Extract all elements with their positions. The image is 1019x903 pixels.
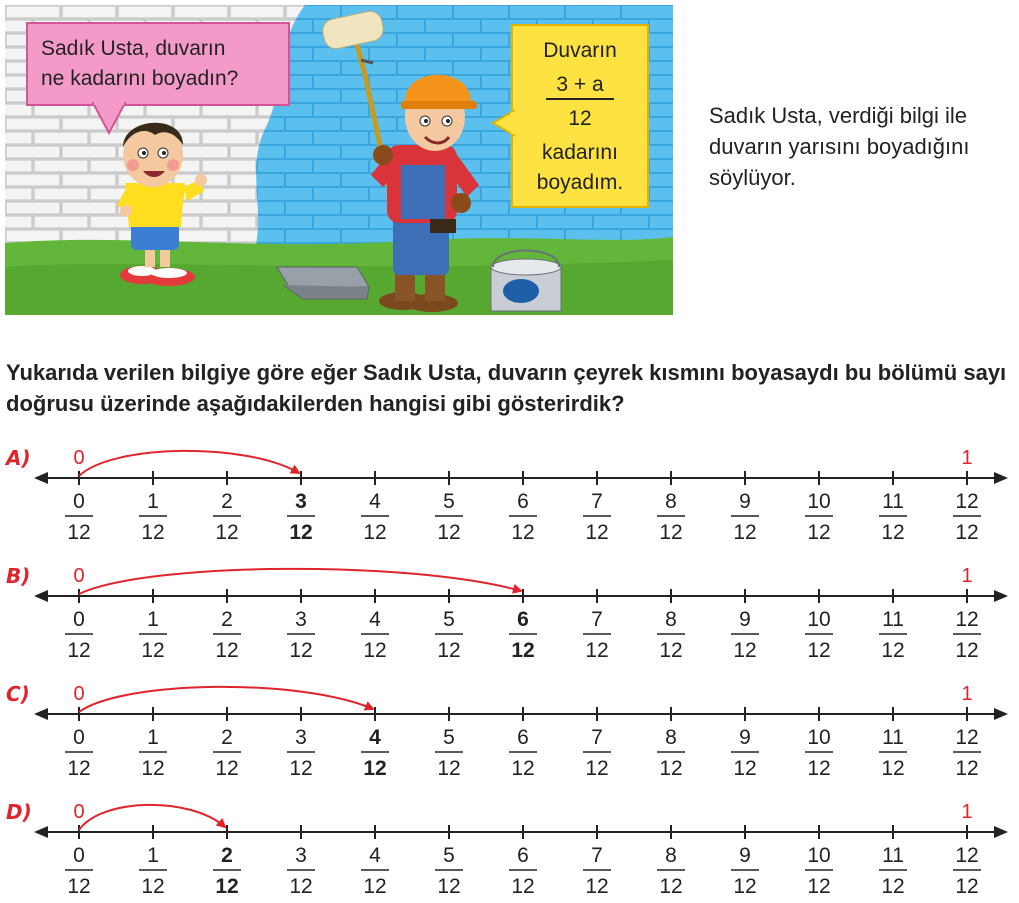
fraction-numerator: 10 [807,844,831,867]
fraction-numerator: 5 [443,726,455,749]
fraction-numerator: 7 [591,608,603,631]
fraction-numerator: 12 [955,608,979,631]
fraction-numerator: 5 [443,608,455,631]
fraction-numerator: 11 [882,490,904,513]
fraction-numerator: 5 [443,490,455,513]
start-label: 0 [73,447,85,469]
painter-fraction-numerator: 3 + a [556,73,604,96]
fraction-numerator: 11 [882,844,904,867]
start-label: 0 [73,801,85,823]
fraction-numerator: 9 [739,844,751,867]
fraction-numerator: 9 [739,726,751,749]
fraction-numerator: 1 [147,844,159,867]
fraction-numerator: 7 [591,490,603,513]
fraction-denominator: 12 [585,639,609,662]
fraction-denominator: 12 [511,521,535,544]
fraction-denominator: 12 [659,757,683,780]
fraction-denominator: 12 [437,757,461,780]
option-letter: D) [6,800,32,824]
right-arrowhead [994,590,1008,602]
fraction-denominator: 12 [585,875,609,898]
fraction-denominator: 12 [437,521,461,544]
fraction-denominator: 12 [67,521,91,544]
fraction-numerator: 8 [665,844,677,867]
fraction-denominator: 12 [511,875,535,898]
left-arrowhead [34,590,48,602]
painter-bubble-line-4: boyadım. [536,171,624,194]
option-d [6,800,1008,898]
fraction-denominator: 12 [659,521,683,544]
fraction-numerator: 3 [295,844,307,867]
fraction-denominator: 12 [881,875,905,898]
fraction-denominator: 12 [511,639,535,662]
fraction-denominator: 12 [215,875,239,898]
fraction-numerator: 0 [73,844,85,867]
fraction-denominator: 12 [363,875,387,898]
left-arrowhead [34,472,48,484]
fraction-denominator: 12 [807,521,831,544]
fraction-numerator: 8 [665,608,677,631]
right-arrowhead [994,472,1008,484]
fraction-denominator: 12 [67,757,91,780]
option-letter: C) [6,682,30,706]
fraction-denominator: 12 [363,639,387,662]
fraction-numerator: 0 [73,608,85,631]
fraction-denominator: 12 [437,875,461,898]
fraction-denominator: 12 [955,757,979,780]
boy-bubble-line-1: Sadık Usta, duvarın [41,37,226,60]
fraction-numerator: 1 [147,490,159,513]
answer-options [0,440,1019,903]
end-label: 1 [961,683,973,705]
fraction-denominator: 12 [881,757,905,780]
fraction-denominator: 12 [881,521,905,544]
fraction-numerator: 10 [807,726,831,749]
fraction-numerator: 4 [369,726,381,749]
fraction-numerator: 2 [221,490,233,513]
fraction-numerator: 0 [73,490,85,513]
fraction-denominator: 12 [807,875,831,898]
fraction-numerator: 2 [221,726,233,749]
fraction-numerator: 2 [221,844,233,867]
fraction-numerator: 12 [955,726,979,749]
fraction-numerator: 9 [739,608,751,631]
fraction-denominator: 12 [733,639,757,662]
boy-bubble-line-2: ne kadarını boyadın? [41,67,239,90]
fraction-numerator: 12 [955,490,979,513]
right-arrowhead [994,826,1008,838]
fraction-denominator: 12 [289,521,313,544]
fraction-denominator: 12 [585,757,609,780]
fraction-numerator: 6 [517,490,529,513]
fraction-numerator: 6 [517,844,529,867]
fraction-numerator: 9 [739,490,751,513]
fraction-denominator: 12 [67,639,91,662]
fraction-denominator: 12 [807,757,831,780]
fraction-denominator: 12 [733,521,757,544]
fraction-denominator: 12 [215,521,239,544]
fraction-numerator: 4 [369,844,381,867]
fraction-numerator: 8 [665,490,677,513]
fraction-numerator: 1 [147,608,159,631]
red-jump-arrow [79,451,299,476]
fraction-numerator: 3 [295,490,307,513]
fraction-numerator: 5 [443,844,455,867]
fraction-numerator: 0 [73,726,85,749]
fraction-denominator: 12 [955,639,979,662]
option-c [6,682,1008,780]
fraction-denominator: 12 [585,521,609,544]
fraction-denominator: 12 [289,639,313,662]
fraction-numerator: 3 [295,608,307,631]
left-arrowhead [34,708,48,720]
start-label: 0 [73,683,85,705]
option-letter: B) [6,564,31,588]
fraction-numerator: 10 [807,608,831,631]
fraction-numerator: 2 [221,608,233,631]
fraction-denominator: 12 [141,757,165,780]
right-arrowhead [994,708,1008,720]
side-note: Sadık Usta, verdiği bilgi ile duvarın yarısını boyadığını söylüyor. [709,103,970,190]
option-letter: A) [6,446,31,470]
fraction-numerator: 3 [295,726,307,749]
fraction-numerator: 4 [369,608,381,631]
fraction-denominator: 12 [733,757,757,780]
fraction-denominator: 12 [141,521,165,544]
painter-bubble-line-3: kadarını [542,141,618,164]
painter-bubble-line-1: Duvarın [543,39,617,62]
fraction-denominator: 12 [881,639,905,662]
left-arrowhead [34,826,48,838]
fraction-numerator: 12 [955,844,979,867]
fraction-numerator: 7 [591,844,603,867]
question-text: Yukarıda verilen bilgiye göre eğer Sadık Usta, duvarın çeyrek kısmını boyasaydı bu bölümü sayı doğrusu üzerinde aşağıdakilerden hangisi gibi gösterirdik? [6,360,1007,416]
fraction-denominator: 12 [363,757,387,780]
fraction-numerator: 8 [665,726,677,749]
illustration-scene [5,5,673,315]
fraction-denominator: 12 [437,639,461,662]
fraction-denominator: 12 [289,875,313,898]
fraction-denominator: 12 [511,757,535,780]
fraction-numerator: 11 [882,726,904,749]
end-label: 1 [961,565,973,587]
fraction-denominator: 12 [141,639,165,662]
painter-speech-bubble [493,25,648,207]
fraction-numerator: 7 [591,726,603,749]
option-b [6,564,1008,662]
fraction-numerator: 6 [517,726,529,749]
fraction-denominator: 12 [955,875,979,898]
fraction-denominator: 12 [659,875,683,898]
painter-fraction-denominator: 12 [568,107,592,130]
fraction-denominator: 12 [67,875,91,898]
fraction-denominator: 12 [733,875,757,898]
options-root [4,446,1008,898]
fraction-numerator: 4 [369,490,381,513]
fraction-numerator: 10 [807,490,831,513]
fraction-denominator: 12 [363,521,387,544]
fraction-numerator: 1 [147,726,159,749]
end-label: 1 [961,801,973,823]
fraction-denominator: 12 [807,639,831,662]
end-label: 1 [961,447,973,469]
start-label: 0 [73,565,85,587]
fraction-denominator: 12 [215,757,239,780]
fraction-denominator: 12 [955,521,979,544]
fraction-denominator: 12 [659,639,683,662]
fraction-denominator: 12 [141,875,165,898]
fraction-numerator: 11 [882,608,904,631]
option-a [4,446,1008,544]
fraction-numerator: 6 [517,608,529,631]
fraction-denominator: 12 [289,757,313,780]
fraction-denominator: 12 [215,639,239,662]
